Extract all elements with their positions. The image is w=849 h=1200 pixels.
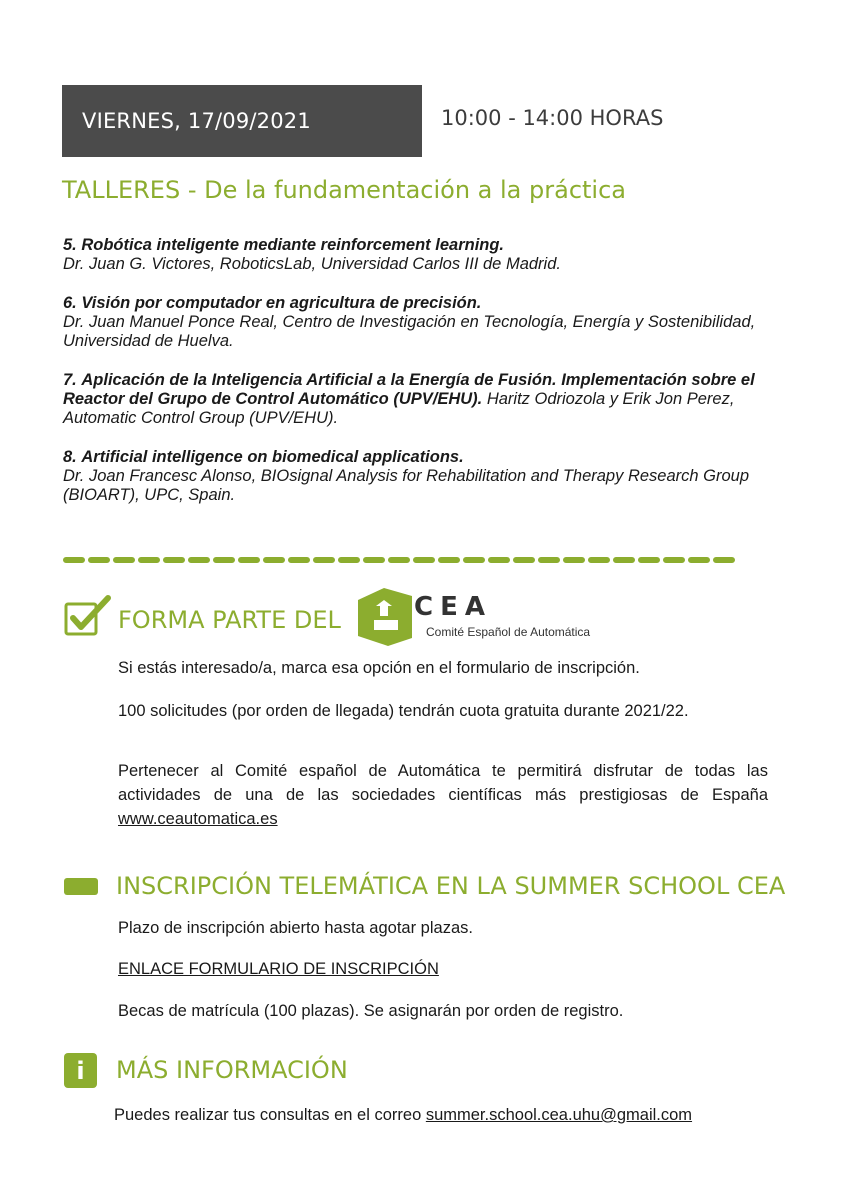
workshop-list: [63, 236, 783, 525]
email-link[interactable]: summer.school.cea.uhu@gmail.com: [425, 1106, 693, 1124]
workshop-speakers: Dr. Juan Manuel Ponce Real, Centro de Investigación en Tecnología, Energía y Sostenibilidad, Universidad de Huelva.: [63, 313, 756, 350]
cea-paragraph-3-text: Pertenecer al Comité español de Automática te permitirá disfrutar de todas las actividades de una de las sociedades científicas más prestigiosas de España: [118, 762, 768, 804]
workshop-speakers: Haritz Odriozola y Erik Jon Perez, Automatic Control Group (UPV/EHU).: [63, 390, 735, 427]
registration-form-link[interactable]: ENLACE FORMULARIO DE INSCRIPCIÓN: [118, 960, 439, 978]
cea-logo-icon: [354, 586, 416, 648]
info-icon: i: [64, 1053, 97, 1088]
workshop-title: Artificial intelligence on biomedical applications.: [81, 448, 464, 466]
workshop-item: [63, 294, 783, 351]
workshop-item: [63, 448, 783, 505]
workshop-number: 7.: [63, 371, 77, 389]
cea-paragraph-3: [118, 759, 768, 831]
workshop-speakers: Dr. Joan Francesc Alonso, BIOsignal Analysis for Rehabilitation and Therapy Research Group (BIOART), UPC, Spain.: [63, 467, 749, 504]
workshop-number: 8.: [63, 448, 77, 466]
dashed-divider: [62, 555, 744, 565]
workshop-number: 5.: [63, 236, 77, 254]
workshop-title: Visión por computador en agricultura de precisión.: [81, 294, 482, 312]
inscripcion-heading: INSCRIPCIÓN TELEMÁTICA EN LA SUMMER SCHOOL CEA: [116, 872, 786, 900]
cea-logo-text: CEA: [414, 592, 492, 622]
cea-paragraph-2: 100 solicitudes (por orden de llegada) tendrán cuota gratuita durante 2021/22.: [118, 702, 689, 720]
workshop-title: Robótica inteligente mediante reinforcement learning.: [81, 236, 505, 254]
bar-icon: [64, 878, 98, 895]
info-text: [114, 1103, 814, 1127]
cea-paragraph-1: Si estás interesado/a, marca esa opción en el formulario de inscripción.: [118, 659, 640, 677]
becas-text: Becas de matrícula (100 plazas). Se asignarán por orden de registro.: [118, 1002, 624, 1020]
cea-website-link[interactable]: www.ceautomatica.es: [118, 810, 278, 828]
workshop-title: Aplicación de la Inteligencia Artificial a la Energía de Fusión. Implementación sobre el Reactor del Grupo de Control Automático (UPV/EHU).: [63, 371, 755, 408]
workshop-item: [63, 236, 783, 274]
forma-parte-heading: FORMA PARTE DEL: [118, 606, 341, 634]
plazo-text: Plazo de inscripción abierto hasta agotar plazas.: [118, 919, 473, 937]
workshop-number: 6.: [63, 294, 77, 312]
checkbox-check-icon: [64, 594, 112, 638]
date-box: [62, 85, 422, 157]
workshop-item: [63, 371, 783, 428]
workshop-speakers: Dr. Juan G. Victores, RoboticsLab, Universidad Carlos III de Madrid.: [63, 255, 561, 273]
info-text-label: Puedes realizar tus consultas en el correo: [114, 1106, 422, 1124]
event-time: 10:00 - 14:00 HORAS: [441, 106, 664, 130]
info-heading: MÁS INFORMACIÓN: [116, 1056, 348, 1084]
cea-logo-subtitle: Comité Español de Automática: [426, 625, 591, 639]
event-date: VIERNES, 17/09/2021: [82, 109, 311, 133]
section-title: TALLERES - De la fundamentación a la práctica: [62, 176, 626, 204]
